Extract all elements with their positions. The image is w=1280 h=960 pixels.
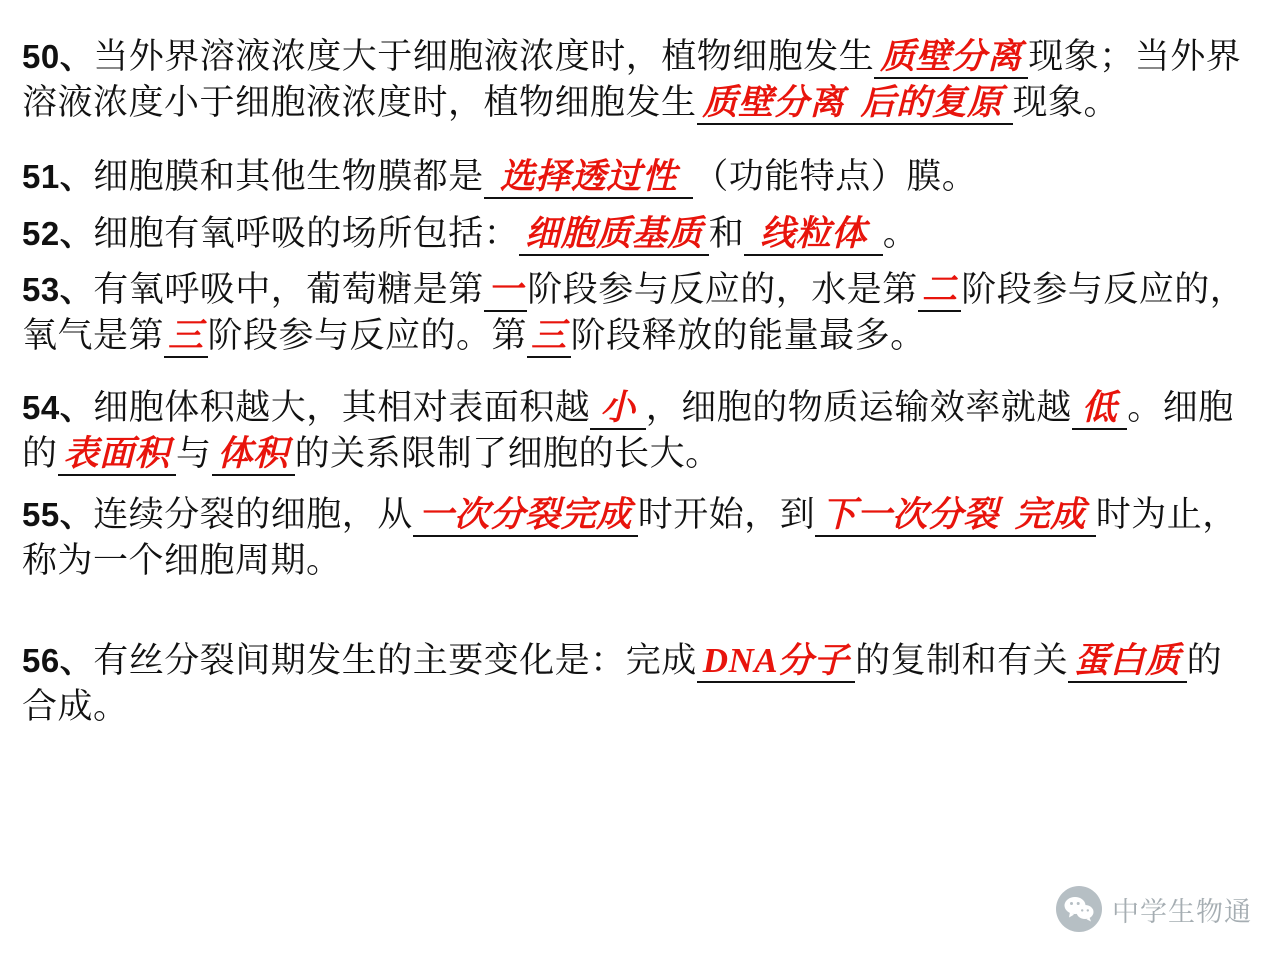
question-number: 55、 — [22, 495, 94, 533]
answer-blank: 完成 — [1005, 495, 1096, 537]
question-text: 阶段参与反应的。第 — [207, 315, 528, 355]
watermark-account-name: 中学生物通 — [1112, 896, 1252, 927]
answer-blank: 选择透过性 — [484, 157, 694, 199]
answer-blank: 细胞质基质 — [519, 214, 709, 256]
question-text: 当外界溶液浓度大于细胞液浓度时，植物细胞发生 — [93, 37, 875, 76]
answer-blank: 后的复原 — [851, 83, 1013, 125]
question-text: 阶段参与反应的，氧气是第 — [22, 269, 1246, 355]
question-text: 细胞体积越大，其相对表面积越 — [93, 388, 591, 428]
question-number: 51、 — [22, 158, 94, 196]
question-number: 52、 — [22, 214, 94, 252]
question-text: 细胞膜和其他生物膜都是 — [93, 157, 484, 197]
question-item — [22, 638, 1254, 730]
answer-blank: DNA分子 — [697, 641, 855, 683]
question-item — [22, 154, 1254, 200]
answer-blank: 质壁分离 — [697, 83, 851, 125]
wechat-icon — [1056, 886, 1102, 932]
question-text: 有氧呼吸中，葡萄糖是第 — [93, 269, 484, 309]
question-item — [22, 492, 1254, 584]
question-text: 时为止，称为一个细胞周期。 — [22, 494, 1238, 580]
answer-blank: 一次分裂完成 — [413, 495, 638, 537]
question-number: 50、 — [22, 38, 94, 75]
question-text: 连续分裂的细胞，从 — [93, 494, 413, 534]
watermark-badge — [1056, 886, 1252, 932]
answer-blank: 小 — [590, 388, 646, 430]
question-text: 与 — [176, 434, 212, 474]
answer-blank: 三 — [527, 316, 571, 358]
answer-blank: 二 — [918, 270, 962, 312]
answer-blank: 下一次分裂 — [815, 495, 1005, 537]
question-text: 和 — [708, 213, 745, 253]
question-item — [22, 34, 1254, 126]
question-item — [22, 211, 1254, 257]
question-text: 的合成。 — [22, 640, 1223, 727]
answer-blank: 质壁分离 — [874, 37, 1028, 79]
question-text: 。 — [882, 213, 919, 253]
question-text: （功能特点）膜。 — [693, 157, 978, 197]
answer-blank: 低 — [1072, 388, 1128, 430]
answer-blank: 一 — [484, 270, 528, 312]
answer-blank: 线粒体 — [744, 214, 883, 256]
question-text: 的关系限制了细胞的长大。 — [294, 434, 721, 474]
question-text: 有丝分裂间期发生的主要变化是：完成 — [93, 640, 697, 680]
answer-blank: 表面积 — [58, 434, 177, 476]
answer-blank: 蛋白质 — [1068, 641, 1187, 683]
question-text: 阶段释放的能量最多。 — [570, 315, 926, 355]
question-item — [22, 385, 1254, 477]
answer-blank: 三 — [164, 316, 208, 358]
question-text: 细胞有氧呼吸的场所包括： — [93, 213, 520, 253]
question-number: 56、 — [22, 641, 94, 679]
question-text: 。细胞的 — [22, 388, 1234, 474]
question-text: 时开始，到 — [637, 494, 816, 534]
question-text: 的复制和有关 — [855, 640, 1069, 680]
question-text: ，细胞的物质运输效率就越 — [645, 388, 1072, 428]
question-number: 54、 — [22, 389, 94, 427]
question-item — [22, 267, 1254, 359]
answer-blank: 体积 — [212, 434, 295, 476]
question-text: 阶段参与反应的，水是第 — [527, 269, 918, 309]
question-number: 53、 — [22, 270, 94, 308]
question-text: 现象。 — [1012, 83, 1120, 123]
question-text: 现象；当外界溶液浓度小于细胞液浓度时，植物细胞发生 — [22, 37, 1242, 123]
